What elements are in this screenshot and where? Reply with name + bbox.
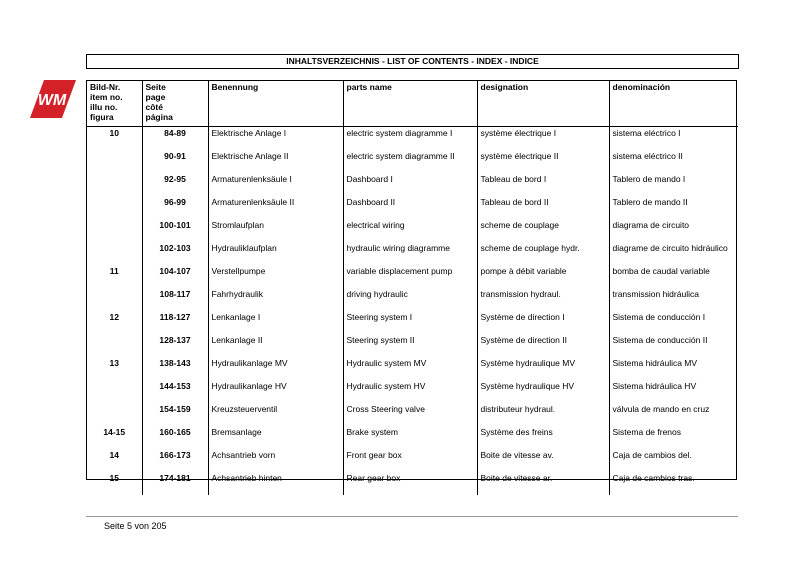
table-row (87, 288, 738, 311)
name-en: variable displacement pump (343, 265, 477, 288)
header-line: página (145, 112, 173, 122)
header-line: figura (90, 112, 114, 122)
header-name-de (208, 81, 343, 127)
name-de: Bremsanlage (208, 426, 343, 449)
name-fr: système électrique II (477, 150, 609, 173)
name-de: Achsantrieb vorn (208, 449, 343, 472)
item-number: 15 (87, 472, 142, 495)
name-es: Caja de cambios tras. (612, 473, 695, 483)
name-de: Verstellpumpe (208, 265, 343, 288)
name-de: Hydrauliklaufplan (208, 242, 343, 265)
name-es: transmission hidráulica (612, 289, 699, 299)
page-range: 118-127 (142, 311, 208, 334)
table-row (87, 334, 738, 357)
name-es: Caja de cambios del. (612, 450, 692, 460)
name-es: diagrame de circuito hidráulico (612, 243, 728, 253)
item-number: 12 (87, 311, 142, 334)
header-line: designation (480, 82, 529, 92)
header-line: illu no. (90, 102, 118, 112)
header-line: item no. (90, 92, 123, 102)
name-de: Hydraulikanlage MV (208, 357, 343, 380)
name-es: Tablero de mando I (612, 174, 686, 184)
header-name-fr (477, 81, 609, 127)
table-row (87, 403, 738, 426)
header-line: denominación (612, 82, 671, 92)
page-range: 174-181 (142, 472, 208, 495)
item-number (87, 196, 142, 219)
header-page (142, 81, 208, 127)
name-fr: Système hydraulique HV (477, 380, 609, 403)
name-fr: Système de direction II (477, 334, 609, 357)
table-row (87, 196, 738, 219)
name-en: Cross Steering valve (343, 403, 477, 426)
name-fr: système électrique I (477, 127, 609, 151)
page-range: 128-137 (142, 334, 208, 357)
name-en: Brake system (343, 426, 477, 449)
page-range: 100-101 (142, 219, 208, 242)
page-range: 104-107 (142, 265, 208, 288)
item-number (87, 380, 142, 403)
item-number (87, 173, 142, 196)
name-de: Achsantrieb hinten (208, 472, 343, 495)
name-fr: Tableau de bord II (477, 196, 609, 219)
header-line: parts name (346, 82, 392, 92)
page-title: INHALTSVERZEICHNIS - LIST OF CONTENTS - INDEX - INDICE (86, 54, 739, 69)
name-es: Sistema de conducción I (612, 312, 706, 322)
wirtgen-logo (30, 80, 76, 118)
item-number: 14 (87, 449, 142, 472)
item-number: 13 (87, 357, 142, 380)
table-row (87, 311, 738, 334)
page-range: 160-165 (142, 426, 208, 449)
name-es: sistema eléctrico I (612, 128, 681, 138)
item-number (87, 288, 142, 311)
table-row (87, 265, 738, 288)
name-de: Armaturenlenksäule I (208, 173, 343, 196)
name-en: Front gear box (343, 449, 477, 472)
name-fr: transmission hydraul. (477, 288, 609, 311)
name-de: Elektrische Anlage II (208, 150, 343, 173)
item-number (87, 334, 142, 357)
name-es: válvula de mando en cruz (612, 404, 710, 414)
page-range: 144-153 (142, 380, 208, 403)
page-range: 108-117 (142, 288, 208, 311)
header-line: Benennung (211, 82, 259, 92)
name-de: Lenkanlage I (208, 311, 343, 334)
item-number (87, 242, 142, 265)
header-line: côté (145, 102, 163, 112)
name-es: Sistema de conducción II (612, 335, 708, 345)
name-fr: Système hydraulique MV (477, 357, 609, 380)
page-range: 138-143 (142, 357, 208, 380)
name-es: sistema eléctrico II (612, 151, 683, 161)
page-range: 102-103 (142, 242, 208, 265)
header-line: Bild-Nr. (90, 82, 121, 92)
name-en: Hydraulic system MV (343, 357, 477, 380)
name-de: Fahrhydraulik (208, 288, 343, 311)
table-row (87, 127, 738, 151)
table-row (87, 472, 738, 495)
name-en: electrical wiring (343, 219, 477, 242)
name-fr: distributeur hydraul. (477, 403, 609, 426)
table-row (87, 449, 738, 472)
name-en: Steering system I (343, 311, 477, 334)
item-number (87, 219, 142, 242)
page-range: 166-173 (142, 449, 208, 472)
header-line: page (145, 92, 166, 102)
name-fr: pompe à débit variable (477, 265, 609, 288)
name-en: driving hydraulic (343, 288, 477, 311)
name-fr: Tableau de bord I (477, 173, 609, 196)
name-de: Elektrische Anlage I (208, 127, 343, 151)
name-es: Sistema hidráulica HV (612, 381, 697, 391)
table-row (87, 357, 738, 380)
name-en: Steering system II (343, 334, 477, 357)
name-fr: scheme de couplage (477, 219, 609, 242)
name-en: Hydraulic system HV (343, 380, 477, 403)
table-row (87, 242, 738, 265)
name-de: Hydraulikanlage HV (208, 380, 343, 403)
item-number: 10 (87, 127, 142, 151)
name-fr: Système des freins (477, 426, 609, 449)
name-fr: Système de direction I (477, 311, 609, 334)
name-fr: Boite de vitesse ar. (477, 472, 609, 495)
footer-divider (86, 516, 738, 517)
name-de: Kreuzsteuerventil (208, 403, 343, 426)
item-number: 11 (87, 265, 142, 288)
page-range: 96-99 (142, 196, 208, 219)
name-es: Sistema de frenos (612, 427, 682, 437)
item-number (87, 150, 142, 173)
table-row (87, 173, 738, 196)
name-es: bomba de caudal variable (612, 266, 710, 276)
name-es: Sistema hidráulica MV (612, 358, 698, 368)
page-range: 92-95 (142, 173, 208, 196)
table-row (87, 219, 738, 242)
header-name-es (609, 81, 738, 127)
page-range: 90-91 (142, 150, 208, 173)
table-header-row (87, 81, 738, 127)
name-es: Tablero de mando II (612, 197, 688, 207)
header-item-no (87, 81, 142, 127)
page-number: Seite 5 von 205 (104, 521, 167, 531)
page-range: 154-159 (142, 403, 208, 426)
name-en: Dashboard I (343, 173, 477, 196)
item-number (87, 403, 142, 426)
table-row (87, 426, 738, 449)
name-de: Lenkanlage II (208, 334, 343, 357)
name-en: Rear gear box (343, 472, 477, 495)
name-en: electric system diagramme II (343, 150, 477, 173)
table-row (87, 380, 738, 403)
name-en: Dashboard II (343, 196, 477, 219)
name-de: Armaturenlenksäule II (208, 196, 343, 219)
name-de: Stromlaufplan (208, 219, 343, 242)
name-es: diagrama de circuito (612, 220, 690, 230)
header-name-en (343, 81, 477, 127)
logo-text: WM (37, 92, 67, 109)
name-en: hydraulic wiring diagramme (343, 242, 477, 265)
name-fr: Boite de vitesse av. (477, 449, 609, 472)
name-en: electric system diagramme I (343, 127, 477, 151)
page-range: 84-89 (142, 127, 208, 151)
name-fr: scheme de couplage hydr. (477, 242, 609, 265)
contents-table (86, 80, 737, 483)
table-row (87, 150, 738, 173)
item-number: 14-15 (87, 426, 142, 449)
header-line: Seite (145, 82, 166, 92)
